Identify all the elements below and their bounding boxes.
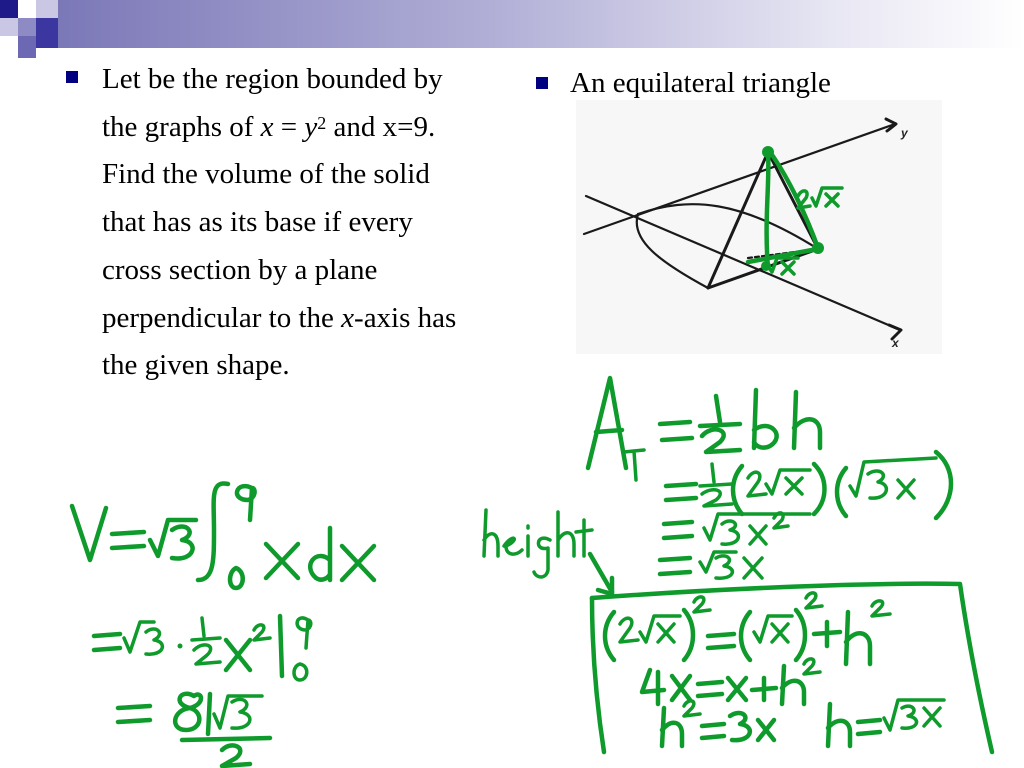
x-h2 <box>758 720 774 740</box>
solid-figure <box>584 119 909 350</box>
sqrt-x-1 <box>766 470 810 494</box>
digit-8 <box>175 694 201 730</box>
paren-open-2 <box>837 468 846 516</box>
plus-4x <box>752 678 776 700</box>
eval-bar <box>280 616 282 676</box>
equals-V <box>112 532 144 548</box>
frac-bar <box>700 424 740 426</box>
volume-integral <box>72 483 374 766</box>
var-x-axis: x <box>341 301 355 334</box>
exponent: 2 <box>317 113 327 134</box>
digit-2-box <box>620 618 638 642</box>
sq-2 <box>806 593 822 608</box>
problem-text-part2: and x=9. Find the volume of the solid that has as its base if every cross section by a plane perpendicular to the <box>102 110 436 334</box>
apex-dot <box>762 146 774 158</box>
x-final <box>924 708 940 726</box>
frac-num <box>716 396 720 422</box>
paren-close-1 <box>814 464 825 514</box>
digit-2 <box>748 472 766 496</box>
height-annotation <box>767 152 769 268</box>
equals-4 <box>660 558 690 574</box>
sqrt-x-box <box>640 616 680 642</box>
box-top-right <box>592 584 992 752</box>
x-axis-label: x <box>892 336 899 350</box>
equals-3 <box>664 522 692 538</box>
digit-1 <box>208 694 210 734</box>
x-axis-line <box>586 196 900 330</box>
equals-h2 <box>702 724 724 738</box>
eval-upper-9 <box>297 618 311 648</box>
sq-1 <box>694 597 710 612</box>
letter-V <box>72 506 106 560</box>
letter-x-2 <box>750 526 766 544</box>
letter-x <box>898 480 914 498</box>
equals-final <box>858 720 880 734</box>
x-rhs <box>728 678 746 700</box>
equals-4x <box>698 682 722 696</box>
g-letter <box>534 538 550 577</box>
digit-3-h2 <box>730 713 750 740</box>
problem-text-part3: -axis has the given shape. <box>102 301 457 382</box>
h-letter-2 <box>558 512 574 556</box>
half-2 <box>700 464 732 506</box>
problem-text-part1: Let be the region bounded by the graphs of <box>102 63 443 143</box>
digit-3-line3 <box>232 699 250 728</box>
letter-A <box>588 378 626 468</box>
equals-sign: = <box>273 110 305 143</box>
sqrt-3x-radical <box>850 458 936 496</box>
digit-3-line2 <box>146 629 162 654</box>
upper-limit-9 <box>237 486 255 520</box>
digit-3c <box>716 556 732 578</box>
paren-d <box>796 610 805 660</box>
e-letter <box>504 538 522 554</box>
h-letter <box>484 510 498 556</box>
triangle-left-edge <box>708 152 768 288</box>
digit-3 <box>868 471 886 498</box>
parabola-lower <box>637 214 708 288</box>
x-4x <box>672 676 690 700</box>
plus-sign <box>814 622 840 646</box>
height-label <box>484 510 612 594</box>
paren-a <box>605 612 614 660</box>
letter-h <box>794 392 820 448</box>
eval-lower-0 <box>294 664 307 680</box>
letter-d <box>310 528 330 580</box>
sq-line2 <box>254 625 270 640</box>
paren-b <box>684 610 693 660</box>
h-final <box>828 704 850 746</box>
paren-c <box>741 612 750 660</box>
t-letter <box>576 520 592 556</box>
sqrt-x-box-2 <box>754 616 792 642</box>
fraction-bar-line3 <box>182 738 270 740</box>
h-4x <box>782 666 804 704</box>
digit-3b <box>722 521 738 544</box>
integral-sign-icon <box>198 483 228 580</box>
digit-3-final <box>902 706 917 728</box>
letter-x-3 <box>744 558 762 578</box>
equals-line3 <box>118 706 150 722</box>
corner-dot <box>812 242 824 254</box>
box-left <box>592 598 604 752</box>
var-y: y <box>304 110 318 143</box>
sqrt-3-line2 <box>124 622 154 652</box>
sq-h2 <box>684 701 700 716</box>
letter-x-dx <box>342 546 374 580</box>
lower-limit-0 <box>230 568 243 588</box>
equals-box <box>708 634 734 648</box>
area-derivation <box>588 378 951 578</box>
h-h2 <box>662 708 682 746</box>
arrow-shaft <box>590 554 612 592</box>
paren-close-2 <box>936 452 951 518</box>
sq-3 <box>872 601 890 616</box>
frac-den <box>702 429 740 452</box>
equals-line2 <box>94 634 120 650</box>
denominator-2 <box>222 745 250 766</box>
label-2-sqrt-x <box>798 188 842 208</box>
dot-operator <box>178 644 183 649</box>
integrand-x <box>266 544 298 578</box>
y-axis-label: y <box>901 126 908 140</box>
shape-text: An equilateral triangle <box>570 67 831 99</box>
half-line2 <box>192 618 220 664</box>
equals-2 <box>666 484 696 500</box>
paren-open-1 <box>733 466 742 514</box>
letter-b <box>754 390 777 448</box>
sq-4x <box>804 659 820 674</box>
digit-4 <box>642 670 664 704</box>
equals <box>660 422 692 440</box>
height-box <box>592 584 992 752</box>
x-line2 <box>226 640 250 670</box>
digit-3-V <box>172 527 193 559</box>
var-x: x <box>260 110 274 143</box>
h-box <box>846 612 870 664</box>
